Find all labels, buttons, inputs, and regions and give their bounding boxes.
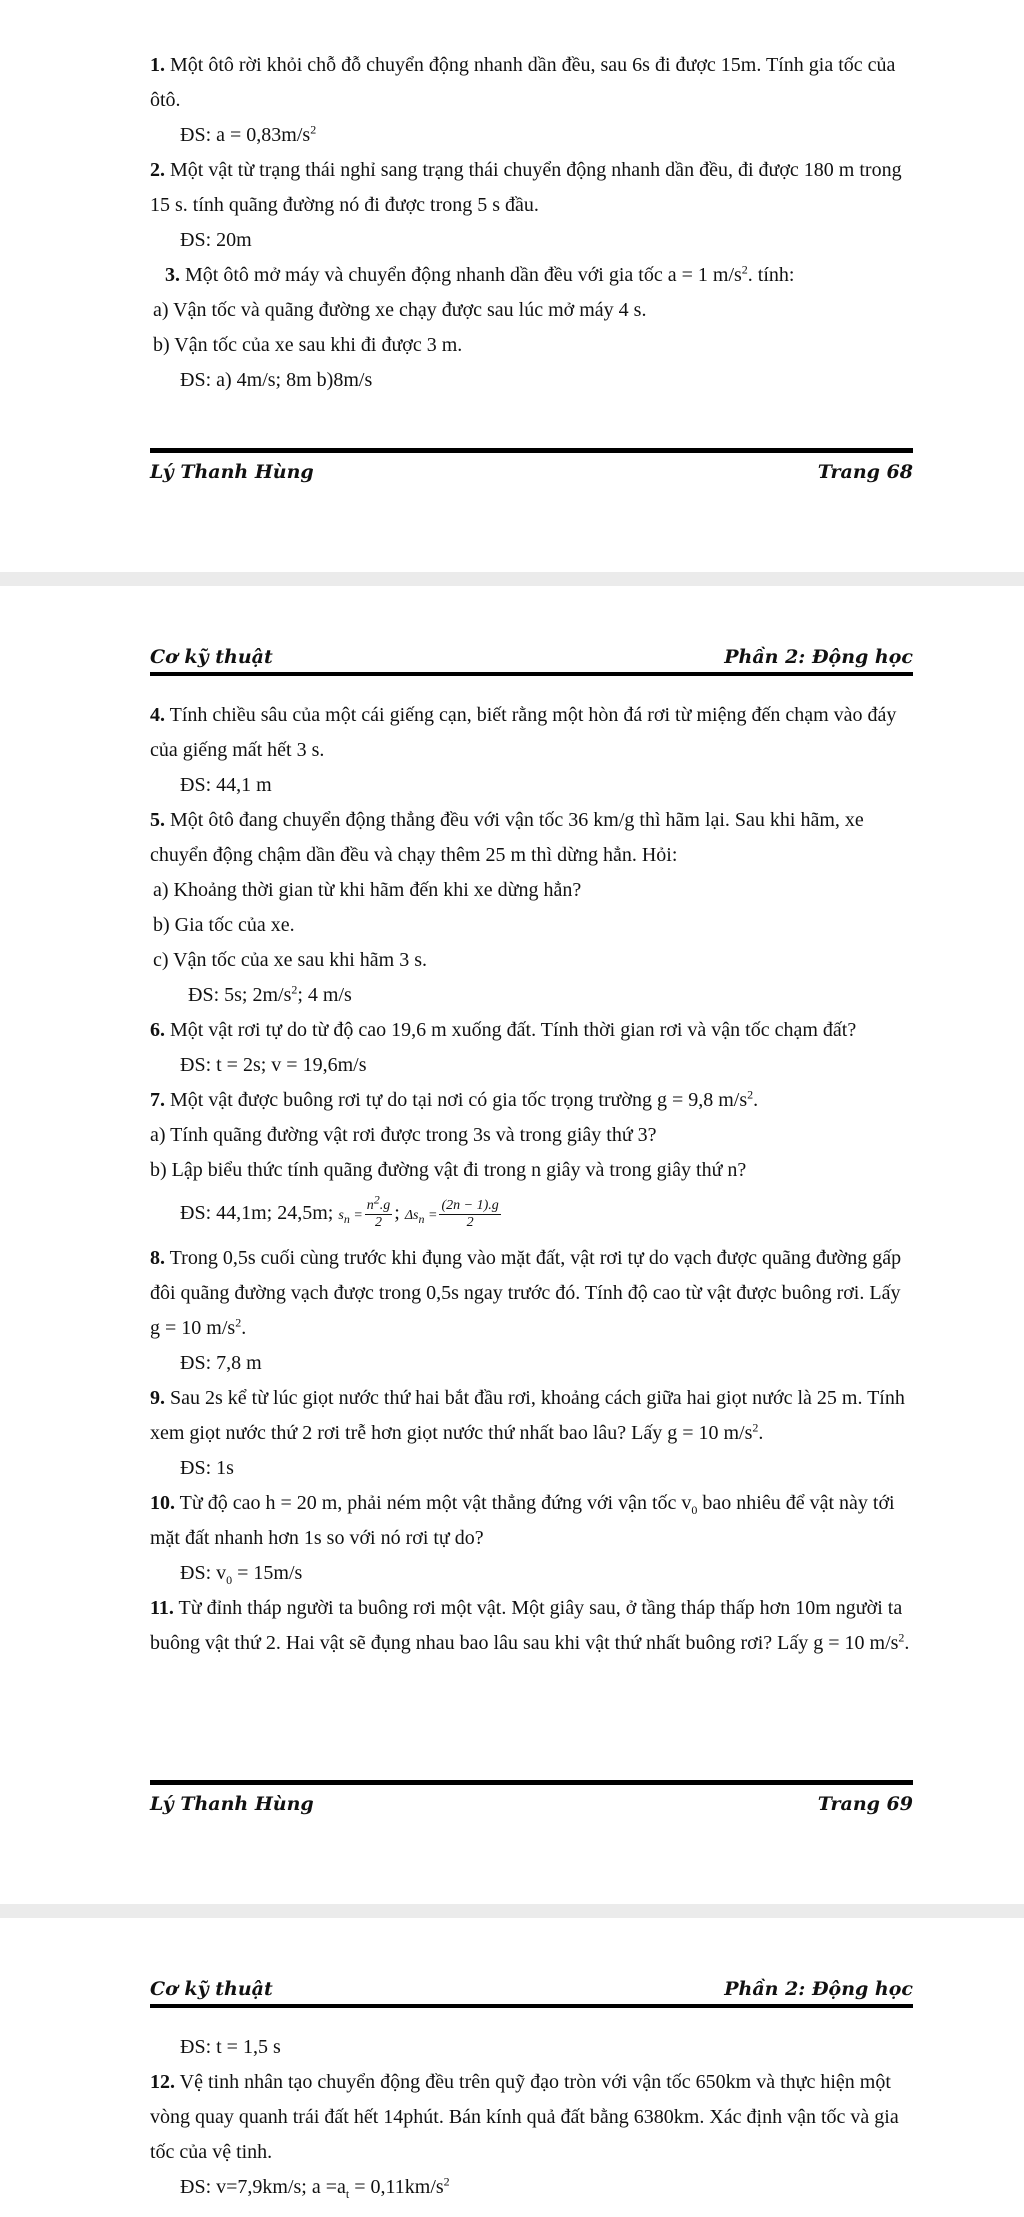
page-69	[0, 586, 1024, 1904]
page-70	[0, 1918, 1024, 2217]
answer-6: ĐS: t = 2s; v = 19,6m/s	[180, 1054, 367, 1076]
footer-page-69	[150, 1780, 913, 1815]
header-section: Phần 2: Động học	[724, 1978, 913, 2000]
header-page-70	[150, 1978, 913, 2008]
answer-8: ĐS: 7,8 m	[180, 1352, 262, 1374]
problem-5: 5. Một ôtô đang chuyển động thẳng đều với vận tốc 36 km/g thì hãm lại. Sau khi hãm, xe chuyển động chậm dần đều và chạy thêm 25 m thì dừng hẳn. Hỏi:	[150, 809, 864, 866]
header-subject: Cơ kỹ thuật	[150, 1978, 273, 2000]
answer-7: ĐS: 44,1m; 24,5m; $s_n$ = $\frac{n^2.g}{2}$ ; $\Delta s_n$ = $\frac{(2n - 1).g}{2}$	[180, 1192, 499, 1230]
answer-11: ĐS: t = 1,5 s	[180, 2036, 281, 2058]
problem-5a: a) Khoảng thời gian từ khi hãm đến khi xe dừng hẳn?	[153, 879, 582, 901]
page-68-content	[150, 48, 913, 398]
answer-12: ĐS: v=7,9km/s; $a =a_t = 0,11km/s^2$	[180, 2174, 450, 2201]
problem-11: 11. Từ đỉnh tháp người ta buông rơi một vật. Một giây sau, ở tầng tháp thấp hơn 10m người ta buông vật thứ 2. Hai vật sẽ đụng nhau bao lâu sau khi vật thứ nhất buông rơi? Lấy g = 10 $m/s^2$.	[150, 1597, 910, 1654]
problem-5c: c) Vận tốc của xe sau khi hãm 3 s.	[153, 949, 427, 971]
problem-7b: b) Lập biểu thức tính quãng đường vật đi trong n giây và trong giây thứ n?	[150, 1159, 747, 1181]
problem-5b: b) Gia tốc của xe.	[153, 914, 295, 936]
footer-author: Lý Thanh Hùng	[150, 1793, 314, 1815]
page-69-content	[150, 698, 913, 1661]
footer-page-68	[150, 448, 913, 483]
footer-author: Lý Thanh Hùng	[150, 461, 314, 483]
problem-8: 8. Trong 0,5s cuối cùng trước khi đụng vào mặt đất, vật rơi tự do vạch được quãng đường gấp đôi quãng đường vạch được trong 0,5s ngay trước đó. Tính độ cao từ vật được buông rơi. Lấy g = 10 $m/s^2$.	[150, 1247, 902, 1339]
problem-1: 1. Một ôtô rời khỏi chỗ đỗ chuyển động nhanh dần đều, sau 6s đi được 15m. Tính gia tốc của ôtô.	[150, 54, 896, 111]
header-subject: Cơ kỹ thuật	[150, 646, 273, 668]
footer-page-number: Trang 68	[817, 461, 913, 483]
problem-3b: b) Vận tốc của xe sau khi đi được 3 m.	[153, 334, 463, 356]
answer-5: ĐS: 5s; $2m/s^2$; 4 m/s	[188, 982, 352, 1006]
problem-3a: a) Vận tốc và quãng đường xe chạy được sau lúc mở máy 4 s.	[153, 299, 647, 321]
problem-7a: a) Tính quãng đường vật rơi được trong 3s và trong giây thứ 3?	[150, 1124, 657, 1146]
problem-4: 4. Tính chiều sâu của một cái giếng cạn, biết rằng một hòn đá rơi từ miệng đến chạm vào đáy của giếng mất hết 3 s.	[150, 704, 897, 761]
formula-delta-sn: $\Delta s_n$ =	[404, 1208, 438, 1226]
answer-9: ĐS: 1s	[180, 1457, 234, 1479]
problem-9: 9. Sau 2s kể từ lúc giọt nước thứ hai bắt đầu rơi, khoảng cách giữa hai giọt nước là 25 m. Tính xem giọt nước thứ 2 rơi trễ hơn giọt nước thứ nhất bao lâu? Lấy g = 10 $m/s^2$.	[150, 1387, 905, 1444]
problem-2: 2. Một vật từ trạng thái nghỉ sang trạng thái chuyển động nhanh dần đều, đi được 180 m trong 15 s. tính quãng đường nó đi được trong 5 s đầu.	[150, 159, 902, 216]
problem-6: 6. Một vật rơi tự do từ độ cao 19,6 m xuống đất. Tính thời gian rơi và vận tốc chạm đất?	[150, 1019, 857, 1041]
answer-1: ĐS: $a = 0,83m/s^2$	[180, 122, 317, 146]
problem-7: 7. Một vật được buông rơi tự do tại nơi có gia tốc trọng trường g = 9,8 $m/s^2$.	[150, 1087, 759, 1111]
formula-sn: $s_n$ =	[338, 1208, 363, 1226]
answer-10: ĐS: $v_0 = 15m/s$	[180, 1562, 303, 1587]
header-page-69	[150, 646, 913, 676]
header-section: Phần 2: Động học	[724, 646, 913, 668]
page-70-content	[150, 2030, 913, 2205]
answer-4: ĐS: 44,1 m	[180, 774, 272, 796]
fraction-2n-1g-2: $\frac{(2n - 1).g}{2}$	[441, 1197, 499, 1230]
problem-10: 10. Từ độ cao h = 20 m, phải ném một vật thẳng đứng với vận tốc $v_0$ bao nhiêu để vật này tới mặt đất nhanh hơn 1s so với nó rơi tự do?	[150, 1492, 895, 1549]
footer-page-number: Trang 69	[817, 1793, 913, 1815]
answer-3: ĐS: a) 4m/s; 8m b)8m/s	[180, 369, 373, 391]
problem-12: 12. Vệ tinh nhân tạo chuyển động đều trên quỹ đạo tròn với vận tốc 650km và thực hiện một vòng quay quanh trái đất hết 14phút. Bán kính quả đất bằng 6380km. Xác định vận tốc và gia tốc của vệ tinh.	[150, 2071, 899, 2163]
page-68	[0, 0, 1024, 572]
answer-2: ĐS: 20m	[180, 229, 252, 251]
problem-3: 3. Một ôtô mở máy và chuyển động nhanh dần đều với gia tốc a = 1 $m/s^2$. tính:	[165, 262, 795, 286]
fraction-n2g-2: $\frac{n^2.g}{2}$	[366, 1192, 391, 1230]
